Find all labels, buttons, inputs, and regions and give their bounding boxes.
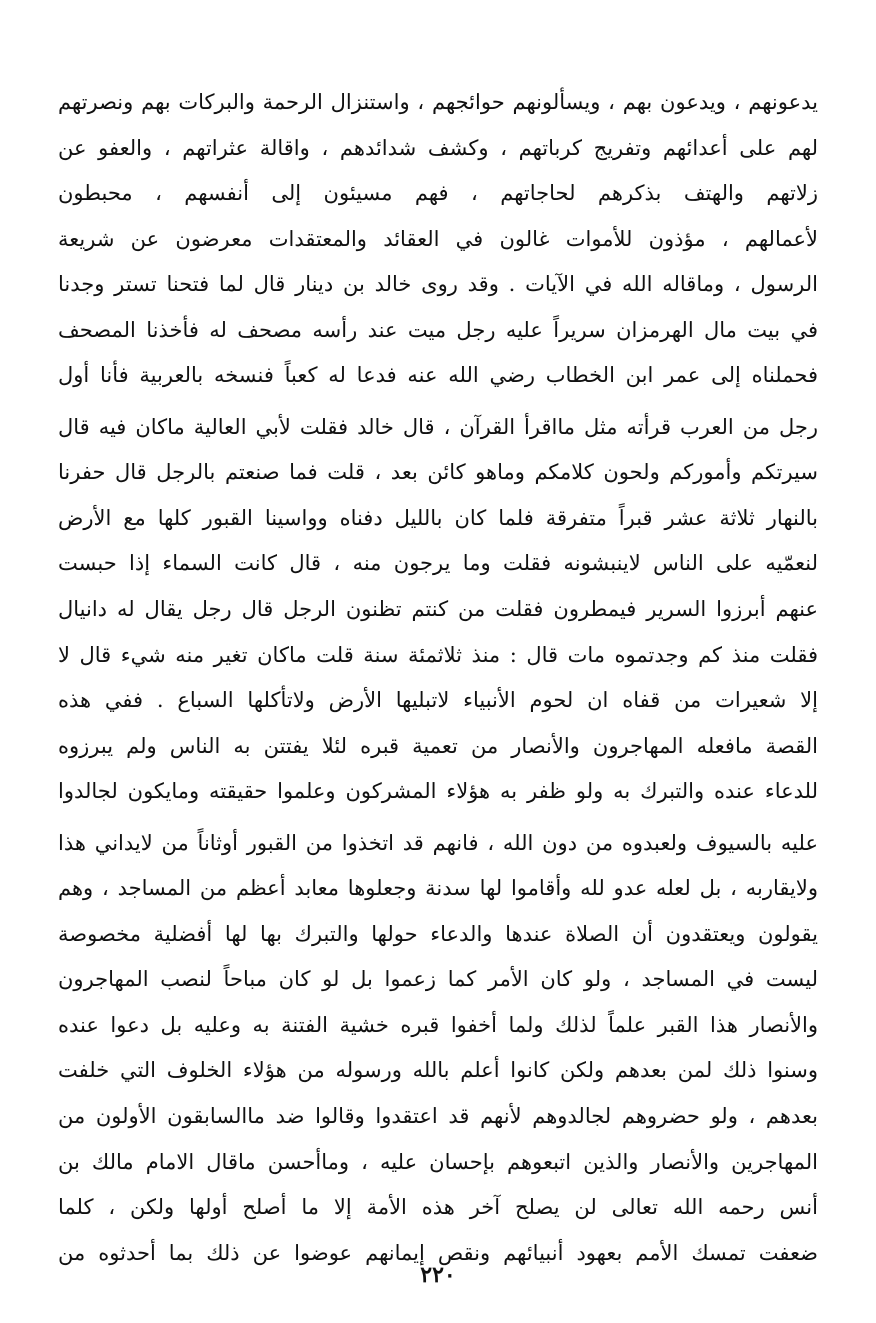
text-line: ليست في المساجد ، ولو كان الأمر كما زعموا بل لو كان مباحاً لنصب المهاجرون: [58, 967, 818, 992]
text-line: زلاتهم والهتف بذكرهم لحاجاتهم ، فهم مسيئون إلى أنفسهم ، محبطون: [58, 181, 818, 206]
text-line: فقلت منذ كم وجدتموه مات قال : منذ ثلاثمئة سنة قلت ماكان تغير منه شيء قال لا: [58, 642, 818, 667]
text-line: المهاجرين والأنصار والذين اتبعوهم بإحسان عليه ، وماأحسن ماقال الامام مالك بن: [58, 1149, 818, 1174]
text-line: يقولون ويعتقدون أن الصلاة عندها والدعاء حولها والتبرك بها لها أفضلية مخصوصة: [58, 921, 818, 946]
text-line: بعدهم ، ولو حضروهم لجالدوهم لأنهم قد اعتقدوا وقالوا ضد ماالسابقون الأولون من: [58, 1104, 818, 1129]
text-line: لنعمّيه على الناس لاينبشونه فقلت وما يرجون منه ، قال كانت السماء إذا حبست: [58, 551, 818, 576]
text-line: عنهم أبرزوا السرير فيمطرون فقلت من كنتم تظنون الرجل قال رجل يقال له دانيال: [58, 597, 818, 622]
text-line: إلا شعيرات من قفاه ان لحوم الأنبياء لاتبليها الأرض ولاتأكلها السباع . ففي هذه: [58, 688, 818, 713]
text-line: فحملناه إلى عمر ابن الخطاب رضي الله عنه فدعا له كعباً فنسخه بالعربية فأنا أول: [58, 363, 818, 388]
body-text: [58, 80, 818, 1276]
text-line: سيرتكم وأموركم ولحون كلامكم وماهو كائن بعد ، قلت فما صنعتم بالرجل قال حفرنا: [58, 460, 818, 485]
text-line: للدعاء عنده والتبرك به ولو ظفر به هؤلاء المشركون وعلموا حقيقته ومايكون لجالدوا: [58, 779, 818, 804]
page-number: ٢٢٠: [420, 1262, 456, 1288]
text-line: يدعونهم ، ويدعون بهم ، ويسألونهم حوائجهم ، واستنزال الرحمة والبركات بهم ونصرتهم: [58, 90, 818, 114]
text-line: وسنوا ذلك لمن بعدهم ولكن كانوا أعلم بالله ورسوله من هؤلاء الخلوف التي خلفت: [58, 1058, 818, 1083]
text-line: ضعفت تمسك الأمم بعهود أنبيائهم ونقص إيمانهم عوضوا عن ذلك بما أحدثوه من: [58, 1240, 818, 1265]
text-line: عليه بالسيوف ولعبدوه من دون الله ، فانهم قد اتخذوا من القبور أوثاناً من لايداني هذا: [58, 830, 818, 855]
text-line: لهم على أعدائهم وتفريج كرباتهم ، وكشف شدائدهم ، واقالة عثراتهم ، والعفو عن: [58, 135, 818, 160]
text-line: أنس رحمه الله تعالى لن يصلح آخر هذه الأمة إلا ما أصلح أولها ولكن ، كلما: [58, 1195, 818, 1220]
text-line: بالنهار ثلاثة عشر قبراً متفرقة فلما كان بالليل دفناه وواسينا القبور كلها مع الأرض: [58, 505, 818, 530]
text-line: والأنصار هذا القبر علماً لذلك ولما أخفوا قبره خشية الفتنة به وعليه بل دعوا عنده: [58, 1012, 818, 1037]
text-line: ولايقاربه ، بل لعله عدو لله وأقاموا لها سدنة وجعلوها معابد أعظم من المساجد ، وهم: [58, 876, 818, 901]
text-line: القصة مافعله المهاجرون والأنصار من تعمية قبره لئلا يفتتن به الناس ولم يبرزوه: [58, 733, 818, 758]
text-line: رجل من العرب قرأته مثل مااقرأ القرآن ، قال خالد فقلت لأبي العالية ماكان فيه قال: [58, 414, 818, 439]
text-line: لأعمالهم ، مؤذون للأموات غالون في العقائد والمعتقدات معرضون عن شريعة: [58, 226, 818, 251]
text-line: في بيت مال الهرمزان سريراً عليه رجل ميت عند رأسه مصحف له فأخذنا المصحف: [58, 317, 818, 342]
text-line: الرسول ، وماقاله الله في الآيات . وقد روى خالد بن دينار قال لما فتحنا تستر وجدنا: [58, 272, 818, 297]
